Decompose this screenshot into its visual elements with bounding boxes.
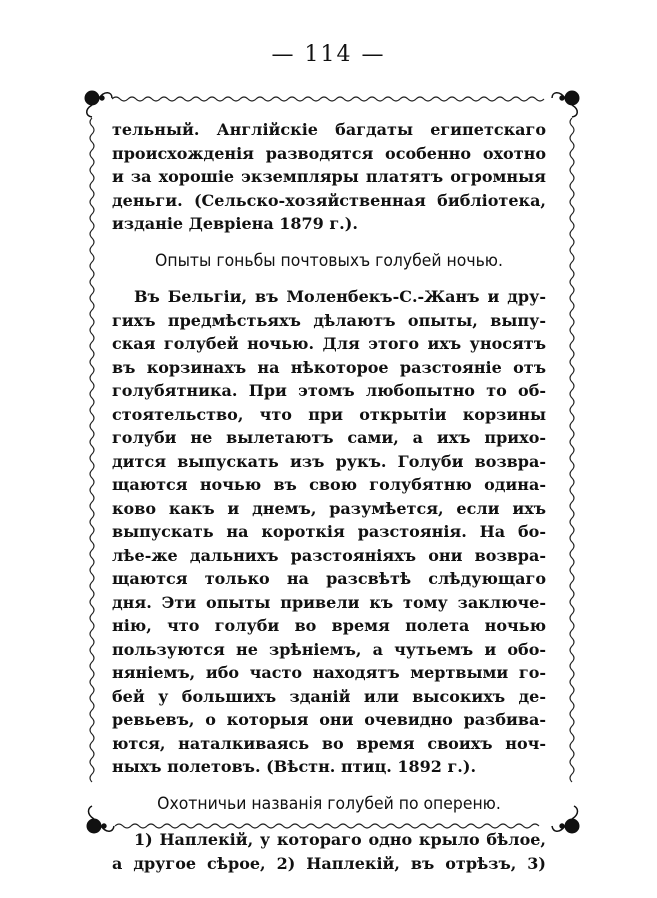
- section-heading: Охотничьи названія голубей по опереню.: [157, 793, 501, 814]
- text-line: Въ Бельгіи, въ Моленбекъ-С.-Жанъ и дру-: [134, 287, 546, 306]
- text-line: а другое сѣрое, 2) Наплекій, въ отрѣзъ, 3): [112, 853, 546, 873]
- text-line: происхожденія разводятся особенно охотно: [112, 143, 546, 163]
- section-paragraph: [112, 285, 546, 779]
- corner-ornament-top-left: [85, 91, 112, 117]
- text-line: бей у большихъ зданій или высокихъ де-: [112, 686, 546, 706]
- text-line: щаются только на разсвѣтѣ слѣдующаго: [112, 569, 546, 588]
- text-line: голуби не вылетаютъ сами, а ихъ прихо-: [112, 428, 546, 447]
- paragraph-continued: [112, 118, 546, 236]
- section-paragraph: [112, 828, 546, 875]
- text-line: тельный. Англійскіе багдаты египетскаго: [112, 120, 546, 139]
- text-line: лѣе-же дальнихъ разстояніяхъ они возвра-: [112, 545, 546, 565]
- text-line: и за хорошіе экземпляры платятъ огромныя: [112, 167, 546, 186]
- text-line: нію, что голуби во время полета ночью: [112, 616, 546, 635]
- text-line: няніемъ, ибо часто находятъ мертвыми го-: [112, 663, 546, 682]
- text-line: изданіе Девріена 1879 г.).: [112, 214, 358, 233]
- corner-ornament-top-right: [552, 91, 579, 117]
- text-line: въ корзинахъ на нѣкоторое разстояніе отъ: [112, 357, 546, 377]
- text-line: дится выпускать изъ рукъ. Голуби возвра-: [112, 451, 546, 471]
- text-line: 1) Наплекій, у котораго одно крыло бѣлое,: [134, 830, 546, 849]
- text-line: стоятельство, что при открытіи корзины: [112, 404, 546, 424]
- left-border-rule: [90, 118, 94, 782]
- text-line: ская голубей ночью. Для этого ихъ уносятъ: [112, 334, 546, 353]
- right-border-rule: [570, 118, 574, 782]
- top-border-rule: [112, 97, 544, 101]
- page-number: — 114 —: [271, 42, 386, 67]
- text-line: ково какъ и днемъ, разумѣется, если ихъ: [112, 498, 546, 518]
- text-line: ются, наталкиваясь во время своихъ ноч-: [112, 733, 546, 753]
- text-line: деньги. (Сельско-хозяйственная библіотека,: [112, 190, 546, 210]
- text-line: ныхъ полетовъ. (Вѣстн. птиц. 1892 г.).: [112, 757, 477, 776]
- text-line: дня. Эти опыты привели къ тому заключе-: [112, 592, 546, 612]
- corner-ornament-bottom-right: [552, 806, 579, 833]
- text-line: ревьевъ, о которыя они очевидно разбива-: [112, 710, 546, 729]
- text-line: гихъ предмѣстьяхъ дѣлаютъ опыты, выпу-: [112, 310, 546, 330]
- text-line: голубятника. При этомъ любопытно то об-: [112, 381, 546, 400]
- text-line: пользуются не зрѣніемъ, а чутьемъ и обо-: [112, 639, 546, 659]
- page-body: [112, 118, 546, 875]
- text-line: щаются ночью въ свою голубятню одина-: [112, 475, 546, 494]
- corner-ornament-bottom-left: [87, 806, 114, 833]
- text-line: выпускать на короткія разстоянія. На бо-: [112, 522, 546, 541]
- section-heading: Опыты гоньбы почтовыхъ голубей ночью.: [155, 250, 503, 271]
